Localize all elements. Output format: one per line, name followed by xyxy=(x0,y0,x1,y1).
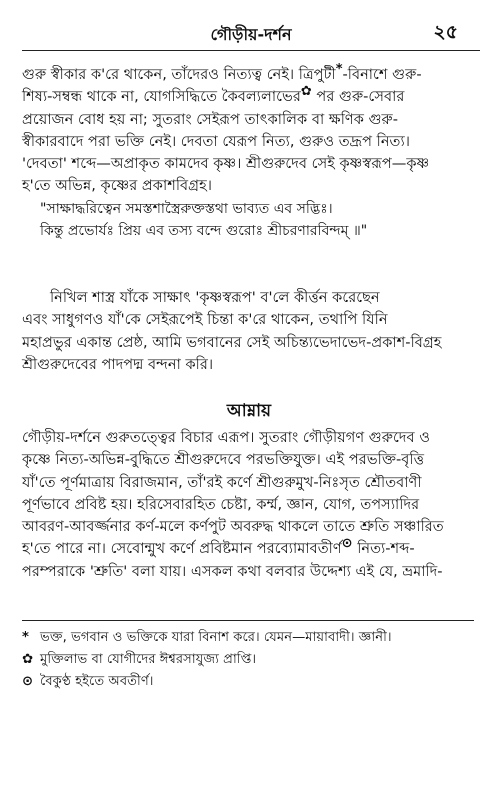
text-line: পরম্পরাকে 'শ্রুতি' বলা যায়। এসকল কথা বলবার উদ্দেশ্য এই যে, ভ্রমাদি- xyxy=(22,562,443,580)
footnote-marker-star: * xyxy=(335,62,343,78)
text-line: হ'তে অভিন্ন, কৃষ্ণের প্রকাশবিগ্রহ। xyxy=(22,177,212,195)
footnote-item: ⊙ বৈকুণ্ঠ হইতে অবতীর্ণ। xyxy=(22,671,474,693)
circle-dot-icon: ⊙ xyxy=(22,674,34,689)
footnote-item: * ভক্ত, ভগবান ও ভক্তিকে যারা বিনাশ করে। যেমন—মায়াবাদী। জ্ঞানী। xyxy=(22,627,474,649)
asterisk-icon: * xyxy=(22,630,29,645)
flower-icon: ✿ xyxy=(22,652,34,667)
text-line: মহাপ্রভুর একান্ত প্রেষ্ঠ, আমি ভগবানের সেই অচিন্ত্যভেদাভেদ-প্রকাশ-বিগ্রহ xyxy=(22,333,442,351)
verse-line: "সাক্ষাদ্ধরিত্বেন সমস্তশাস্ত্রৈরুক্তস্তথা ভাব্যত এব সদ্ভিঃ। xyxy=(40,201,333,217)
footnote-marker-circle: ⊙ xyxy=(341,536,353,552)
text-line: আবরণ-আবর্জ্জনার কর্ণ-মলে কর্ণপুট অবরুদ্ধ থাকলে তাতে শ্রুতি সঞ্চারিত xyxy=(22,518,444,536)
footnote-divider xyxy=(22,620,474,621)
page-number: ২৫ xyxy=(433,21,458,43)
text-line: গৌড়ীয়-দর্শনে গুরুতত্ত্বের বিচার এরূপ। সুতরাং গৌড়ীয়গণ গুরুদেব ও xyxy=(22,429,430,446)
text-line: পূর্ণভাবে প্রবিষ্ট হয়। হরিসেবারহিত চেষ্টা, কর্ম্ম, জ্ঞান, যোগ, তপস্যাদির xyxy=(22,495,420,513)
text-line: শ্রীগুরুদেবের পাদপদ্ম বন্দনা করি। xyxy=(22,355,214,373)
text-line: 'দেবতা' শব্দে—অপ্রাকৃত কামদেব কৃষ্ণ। শ্রীগুরুদেব সেই কৃষ্ণস্বরূপ—কৃষ্ণ xyxy=(22,155,430,173)
text-line: এবং সাধুগণও যাঁ'কে সেইরূপেই চিন্তা ক'রে থাকেন, তথাপি যিনি xyxy=(22,311,388,329)
text-line: হ'তে পারে না। সেবোন্মুখ কর্ণে প্রবিষ্টমান পরব্যোমাবতীর্ণ⊙ নিত্য-শব্দ- xyxy=(22,536,415,558)
paragraph-verse-explanation xyxy=(22,287,474,376)
text-line: শিষ্য-সম্বন্ধ থাকে না, যোগসিদ্ধিতে কৈবল্যলাভের✿ পর গুরু-সেবার xyxy=(22,84,405,106)
footnote-item: ✿ মুক্তিলাভ বা যোগীদের ঈশ্বরসাযুজ্য প্রাপ্তি। xyxy=(22,649,474,671)
paragraph-amnaya xyxy=(22,427,474,583)
footnote-marker-flower: ✿ xyxy=(300,84,312,100)
text-line: গুরু স্বীকার ক'রে থাকেন, তাঁদেরও নিত্যত্ব নেই। ত্রিপুটী*-বিনাশে গুরু- xyxy=(22,62,422,83)
paragraph-guru-eternal xyxy=(22,64,474,198)
sanskrit-verse xyxy=(40,198,470,243)
verse-line: কিন্তু প্রভোর্যঃ প্রিয় এব তস্য বন্দে গুরোঃ শ্রীচরণারবিন্দম্ ॥" xyxy=(40,223,368,240)
text-line: নিখিল শাস্ত্র যাঁকে সাক্ষাৎ 'কৃষ্ণস্বরূপ' ব'লে কীর্ত্তন করেছেন xyxy=(50,289,380,306)
running-header xyxy=(22,10,480,51)
footnotes xyxy=(22,627,474,693)
text-line: স্বীকারবাদে পরা ভক্তি নেই। দেবতা যেরূপ নিত্য, গুরুও তদ্রূপ নিত্য। xyxy=(22,132,410,150)
text-line: কৃষ্ণে নিত্য-অভিন্ন-বুদ্ধিতে শ্রীগুরুদেবে পরভক্তিযুক্ত। এই পরভক্তি-বৃত্তি xyxy=(22,451,425,469)
section-heading: আম্নায় xyxy=(226,401,272,421)
text-line: প্রয়োজন বোধ হয় না; সুতরাং সেইরূপ তাৎকালিক বা ক্ষণিক গুরু- xyxy=(22,110,398,128)
text-line: যাঁ'তে পূর্ণমাত্রায় বিরাজমান, তাঁ'রই কর্ণে শ্রীগুরুমুখ-নিঃসৃত শ্রৌতবাণী xyxy=(22,473,422,491)
header-title: গৌড়ীয়-দর্শন xyxy=(210,25,292,44)
